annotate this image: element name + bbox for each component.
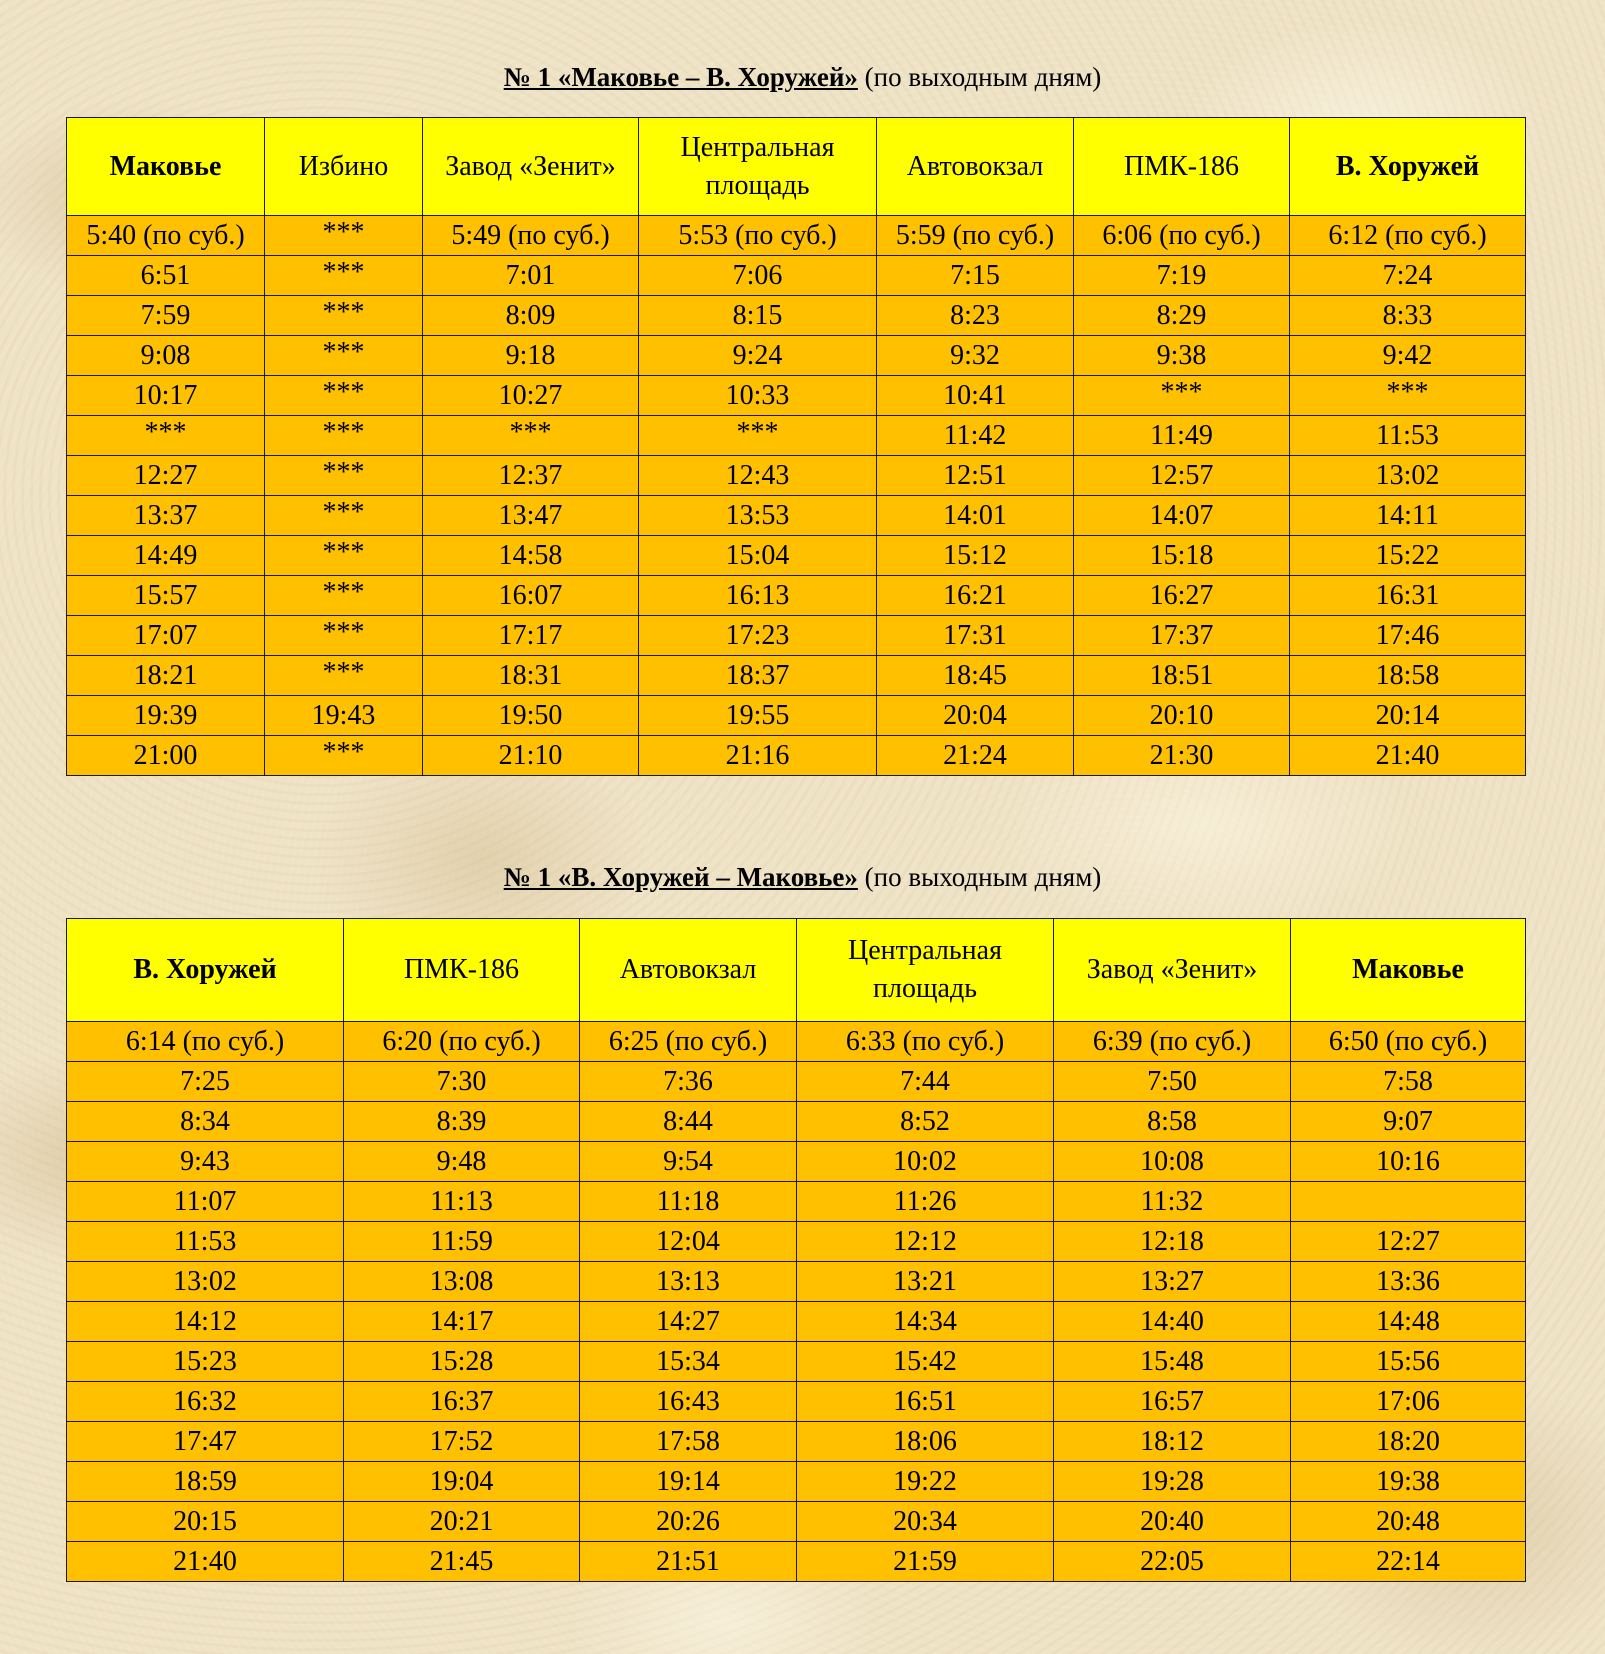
time-cell: 19:28 (1054, 1462, 1291, 1502)
time-cell: *** (265, 736, 423, 776)
time-cell: 8:23 (877, 296, 1074, 336)
time-cell: 15:34 (580, 1342, 797, 1382)
time-cell: 21:45 (344, 1542, 580, 1582)
time-cell: 18:45 (877, 656, 1074, 696)
time-cell: 13:02 (1290, 456, 1526, 496)
time-cell: 21:30 (1074, 736, 1290, 776)
table-row (67, 1382, 1526, 1422)
time-cell: 14:27 (580, 1302, 797, 1342)
time-cell: 9:43 (67, 1142, 344, 1182)
time-cell: 17:23 (639, 616, 877, 656)
time-cell: 9:24 (639, 336, 877, 376)
time-cell: 14:40 (1054, 1302, 1291, 1342)
time-cell: *** (265, 416, 423, 456)
time-cell: 14:12 (67, 1302, 344, 1342)
time-cell: 10:33 (639, 376, 877, 416)
table-row (67, 1142, 1526, 1182)
time-cell: 19:22 (797, 1462, 1054, 1502)
table-row (67, 336, 1526, 376)
time-cell: 8:29 (1074, 296, 1290, 336)
time-cell: 14:58 (423, 536, 639, 576)
table-row (67, 1502, 1526, 1542)
schedule-note: (по выходным дням) (864, 62, 1102, 92)
time-cell: 6:06 (по суб.) (1074, 216, 1290, 256)
time-cell: 20:14 (1290, 696, 1526, 736)
time-cell: 13:27 (1054, 1262, 1291, 1302)
time-cell: 9:18 (423, 336, 639, 376)
time-cell: 16:31 (1290, 576, 1526, 616)
time-cell: 14:49 (67, 536, 265, 576)
time-cell: 18:59 (67, 1462, 344, 1502)
time-cell: 5:40 (по суб.) (67, 216, 265, 256)
time-cell: 12:43 (639, 456, 877, 496)
time-cell: 18:21 (67, 656, 265, 696)
time-cell: 19:38 (1291, 1462, 1526, 1502)
time-cell: 15:04 (639, 536, 877, 576)
time-cell: 5:53 (по суб.) (639, 216, 877, 256)
time-cell: *** (265, 616, 423, 656)
time-cell: 14:01 (877, 496, 1074, 536)
column-header: Маковье (1291, 919, 1526, 1022)
table-row (67, 1542, 1526, 1582)
time-cell: *** (265, 456, 423, 496)
time-cell: 18:31 (423, 656, 639, 696)
time-cell: 12:04 (580, 1222, 797, 1262)
time-cell: 7:06 (639, 256, 877, 296)
time-cell: 16:57 (1054, 1382, 1291, 1422)
table-row (67, 1342, 1526, 1382)
time-cell: 11:49 (1074, 416, 1290, 456)
table-row (67, 456, 1526, 496)
time-cell: 17:58 (580, 1422, 797, 1462)
time-cell: 12:27 (1291, 1222, 1526, 1262)
time-cell: 8:33 (1290, 296, 1526, 336)
table-row (67, 296, 1526, 336)
time-cell: 20:48 (1291, 1502, 1526, 1542)
time-cell: 20:04 (877, 696, 1074, 736)
time-cell: 22:14 (1291, 1542, 1526, 1582)
table-row (67, 1222, 1526, 1262)
time-cell: 7:44 (797, 1062, 1054, 1102)
time-cell: 21:00 (67, 736, 265, 776)
time-cell: 15:22 (1290, 536, 1526, 576)
time-cell: 17:31 (877, 616, 1074, 656)
time-cell: 9:08 (67, 336, 265, 376)
time-cell: 16:51 (797, 1382, 1054, 1422)
column-header: Автовокзал (580, 919, 797, 1022)
time-cell: 12:51 (877, 456, 1074, 496)
time-cell: 12:27 (67, 456, 265, 496)
time-cell: *** (265, 336, 423, 376)
column-header: Автовокзал (877, 118, 1074, 216)
time-cell: 11:53 (67, 1222, 344, 1262)
time-cell: 15:28 (344, 1342, 580, 1382)
table-row (67, 1182, 1526, 1222)
time-cell: 13:36 (1291, 1262, 1526, 1302)
time-cell: 7:01 (423, 256, 639, 296)
time-cell: 16:32 (67, 1382, 344, 1422)
time-cell: 19:14 (580, 1462, 797, 1502)
time-cell: 19:04 (344, 1462, 580, 1502)
time-cell: 11:26 (797, 1182, 1054, 1222)
table-row (67, 1462, 1526, 1502)
timetable-title (0, 860, 1605, 894)
column-header: В. Хоружей (1290, 118, 1526, 216)
time-cell: 9:42 (1290, 336, 1526, 376)
time-cell: 21:40 (67, 1542, 344, 1582)
table-row (67, 256, 1526, 296)
time-cell: *** (1074, 376, 1290, 416)
table-row (67, 576, 1526, 616)
time-cell: 10:02 (797, 1142, 1054, 1182)
time-cell: *** (265, 536, 423, 576)
time-cell: 16:07 (423, 576, 639, 616)
time-cell: 6:51 (67, 256, 265, 296)
time-cell (1291, 1182, 1526, 1222)
time-cell: 16:27 (1074, 576, 1290, 616)
time-cell: 9:38 (1074, 336, 1290, 376)
time-cell: 7:19 (1074, 256, 1290, 296)
time-cell: 8:15 (639, 296, 877, 336)
time-cell: 13:08 (344, 1262, 580, 1302)
time-cell: 14:11 (1290, 496, 1526, 536)
column-header: ПМК-186 (1074, 118, 1290, 216)
time-cell: 21:51 (580, 1542, 797, 1582)
time-cell: 11:59 (344, 1222, 580, 1262)
schedule-note: (по выходным дням) (864, 862, 1102, 892)
timetable-table (66, 918, 1526, 1582)
time-cell: 9:54 (580, 1142, 797, 1182)
time-cell: 6:14 (по суб.) (67, 1022, 344, 1062)
time-cell: 14:17 (344, 1302, 580, 1342)
time-cell: 8:09 (423, 296, 639, 336)
time-cell: 5:49 (по суб.) (423, 216, 639, 256)
time-cell: 7:36 (580, 1062, 797, 1102)
time-cell: 17:46 (1290, 616, 1526, 656)
time-cell: 11:42 (877, 416, 1074, 456)
time-cell: *** (265, 496, 423, 536)
time-cell: 6:25 (по суб.) (580, 1022, 797, 1062)
table-row (67, 536, 1526, 576)
time-cell: 12:18 (1054, 1222, 1291, 1262)
time-cell: *** (423, 416, 639, 456)
time-cell: 19:55 (639, 696, 877, 736)
time-cell: 15:12 (877, 536, 1074, 576)
time-cell: 6:33 (по суб.) (797, 1022, 1054, 1062)
time-cell: *** (265, 656, 423, 696)
time-cell: 7:59 (67, 296, 265, 336)
time-cell: 19:43 (265, 696, 423, 736)
time-cell: 20:10 (1074, 696, 1290, 736)
time-cell: 19:39 (67, 696, 265, 736)
time-cell: 22:05 (1054, 1542, 1291, 1582)
time-cell: 11:32 (1054, 1182, 1291, 1222)
time-cell: 6:39 (по суб.) (1054, 1022, 1291, 1062)
time-cell: 18:58 (1290, 656, 1526, 696)
time-cell: 21:59 (797, 1542, 1054, 1582)
time-cell: 10:41 (877, 376, 1074, 416)
time-cell: 20:40 (1054, 1502, 1291, 1542)
time-cell: 12:57 (1074, 456, 1290, 496)
time-cell: 10:16 (1291, 1142, 1526, 1182)
time-cell: 20:34 (797, 1502, 1054, 1542)
time-cell: 8:58 (1054, 1102, 1291, 1142)
time-cell: 14:07 (1074, 496, 1290, 536)
table-row (67, 496, 1526, 536)
time-cell: 7:15 (877, 256, 1074, 296)
time-cell: 18:12 (1054, 1422, 1291, 1462)
time-cell: 15:23 (67, 1342, 344, 1382)
time-cell: 13:47 (423, 496, 639, 536)
table-row (67, 416, 1526, 456)
time-cell: 13:21 (797, 1262, 1054, 1302)
time-cell: 16:37 (344, 1382, 580, 1422)
time-cell: 5:59 (по суб.) (877, 216, 1074, 256)
table-row (67, 376, 1526, 416)
time-cell: *** (1290, 376, 1526, 416)
time-cell: 12:37 (423, 456, 639, 496)
route-name: № 1 «В. Хоружей – Маковье» (503, 862, 858, 892)
time-cell: *** (265, 256, 423, 296)
time-cell: *** (639, 416, 877, 456)
column-header: Маковье (67, 118, 265, 216)
time-cell: 7:24 (1290, 256, 1526, 296)
time-cell: 19:50 (423, 696, 639, 736)
table-row (67, 616, 1526, 656)
column-header: Центральная площадь (639, 118, 877, 216)
time-cell: 20:15 (67, 1502, 344, 1542)
time-cell: 13:13 (580, 1262, 797, 1302)
time-cell: 18:20 (1291, 1422, 1526, 1462)
time-cell: 10:08 (1054, 1142, 1291, 1182)
time-cell: 6:12 (по суб.) (1290, 216, 1526, 256)
time-cell: *** (265, 576, 423, 616)
time-cell: 7:50 (1054, 1062, 1291, 1102)
time-cell: 15:57 (67, 576, 265, 616)
column-header: ПМК-186 (344, 919, 580, 1022)
time-cell: 15:56 (1291, 1342, 1526, 1382)
time-cell: 15:18 (1074, 536, 1290, 576)
time-cell: 8:34 (67, 1102, 344, 1142)
time-cell: 20:26 (580, 1502, 797, 1542)
table-header-row (67, 919, 1526, 1022)
time-cell: 6:20 (по суб.) (344, 1022, 580, 1062)
table-row (67, 696, 1526, 736)
time-cell: 17:52 (344, 1422, 580, 1462)
time-cell: 11:53 (1290, 416, 1526, 456)
table-row (67, 656, 1526, 696)
timetable-title (0, 60, 1605, 94)
time-cell: 17:47 (67, 1422, 344, 1462)
route-name: № 1 «Маковье – В. Хоружей» (503, 62, 858, 92)
time-cell: 13:02 (67, 1262, 344, 1302)
table-row (67, 1062, 1526, 1102)
time-cell: 9:32 (877, 336, 1074, 376)
table-row (67, 1102, 1526, 1142)
time-cell: *** (67, 416, 265, 456)
table-row (67, 216, 1526, 256)
time-cell: 17:07 (67, 616, 265, 656)
time-cell: 14:48 (1291, 1302, 1526, 1342)
table-row (67, 1422, 1526, 1462)
time-cell: *** (265, 296, 423, 336)
time-cell: 14:34 (797, 1302, 1054, 1342)
time-cell: 13:53 (639, 496, 877, 536)
time-cell: 21:10 (423, 736, 639, 776)
table-row (67, 1302, 1526, 1342)
time-cell: 16:13 (639, 576, 877, 616)
time-cell: 11:13 (344, 1182, 580, 1222)
time-cell: 10:27 (423, 376, 639, 416)
time-cell: 17:17 (423, 616, 639, 656)
column-header: Завод «Зенит» (1054, 919, 1291, 1022)
time-cell: 16:43 (580, 1382, 797, 1422)
table-row (67, 1022, 1526, 1062)
time-cell: 8:52 (797, 1102, 1054, 1142)
time-cell: 11:18 (580, 1182, 797, 1222)
time-cell: 15:42 (797, 1342, 1054, 1382)
time-cell: 7:30 (344, 1062, 580, 1102)
time-cell: 17:06 (1291, 1382, 1526, 1422)
time-cell: 9:48 (344, 1142, 580, 1182)
time-cell: 12:12 (797, 1222, 1054, 1262)
time-cell: 15:48 (1054, 1342, 1291, 1382)
time-cell: 8:39 (344, 1102, 580, 1142)
time-cell: 18:37 (639, 656, 877, 696)
time-cell: 21:40 (1290, 736, 1526, 776)
time-cell: 8:44 (580, 1102, 797, 1142)
column-header: Избино (265, 118, 423, 216)
table-row (67, 736, 1526, 776)
time-cell: 6:50 (по суб.) (1291, 1022, 1526, 1062)
time-cell: 21:24 (877, 736, 1074, 776)
table-header-row (67, 118, 1526, 216)
column-header: В. Хоружей (67, 919, 344, 1022)
time-cell: *** (265, 376, 423, 416)
table-row (67, 1262, 1526, 1302)
time-cell: 13:37 (67, 496, 265, 536)
column-header: Центральная площадь (797, 919, 1054, 1022)
time-cell: 10:17 (67, 376, 265, 416)
time-cell: 18:51 (1074, 656, 1290, 696)
time-cell: 18:06 (797, 1422, 1054, 1462)
time-cell: 20:21 (344, 1502, 580, 1542)
time-cell: 11:07 (67, 1182, 344, 1222)
time-cell: *** (265, 216, 423, 256)
timetable-table (66, 117, 1526, 776)
time-cell: 17:37 (1074, 616, 1290, 656)
time-cell: 16:21 (877, 576, 1074, 616)
time-cell: 7:58 (1291, 1062, 1526, 1102)
time-cell: 9:07 (1291, 1102, 1526, 1142)
column-header: Завод «Зенит» (423, 118, 639, 216)
time-cell: 21:16 (639, 736, 877, 776)
time-cell: 7:25 (67, 1062, 344, 1102)
